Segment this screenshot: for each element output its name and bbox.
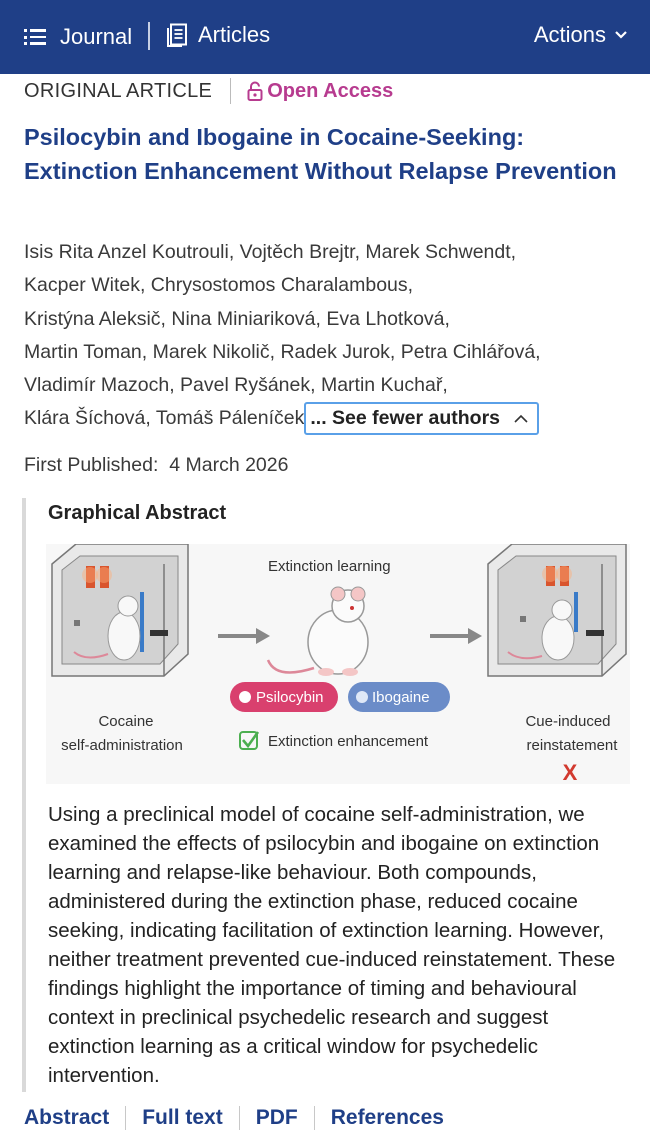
author-line: Isis Rita Anzel Koutrouli, Vojtěch Brejtr, Marek Schwendt, bbox=[24, 241, 517, 263]
ga-ibogaine-label: Ibogaine bbox=[372, 689, 430, 706]
articles-label: Articles bbox=[198, 22, 271, 47]
rat-illustration bbox=[268, 587, 368, 676]
chevron-up-icon bbox=[513, 414, 529, 424]
article-section-tabs bbox=[24, 1106, 444, 1130]
see-fewer-authors-button[interactable] bbox=[304, 402, 539, 435]
journal-menu-button[interactable] bbox=[24, 24, 132, 50]
ga-center-title: Extinction learning bbox=[268, 558, 391, 575]
leaf-icon bbox=[356, 691, 368, 703]
author-list bbox=[24, 236, 634, 436]
mushroom-icon bbox=[239, 691, 251, 703]
open-access-badge bbox=[247, 80, 393, 103]
graphical-abstract-svg bbox=[46, 544, 630, 784]
abstract-text: Using a preclinical model of cocaine self-administration, we examined the effects of psilocybin and ibogaine on extinction learning and relapse-like behaviour. Both compounds, administered during the extinction phase, reduced cocaine seeking, indicating facilitation of extinction learning. However, neither treatment prevented cue-induced reinstatement. These findings highlight the importance of timing and behavioural context in preclinical psychedelic research and suggest extinction learning as a critical window for psychedelic intervention. bbox=[48, 803, 616, 1087]
author-line: Martin Toman, Marek Nikolič, Radek Jurok, Petra Cihlářová, bbox=[24, 340, 541, 363]
nav-divider bbox=[148, 22, 150, 50]
author-line: Vladimír Mazoch, Pavel Ryšánek, Martin Kuchař, bbox=[24, 374, 448, 397]
ga-left-caption-1: Cocaine bbox=[98, 713, 154, 730]
ga-right-caption-2: reinstatement bbox=[526, 737, 618, 754]
check-mark bbox=[243, 732, 258, 746]
graphical-abstract-figure bbox=[46, 544, 630, 784]
articles-menu-button[interactable] bbox=[166, 22, 270, 48]
see-fewer-authors-label: ... See fewer authors bbox=[310, 407, 501, 430]
arrow-head bbox=[256, 628, 270, 644]
open-access-label: Open Access bbox=[267, 79, 394, 102]
ga-enhancement-label: Extinction enhancement bbox=[268, 733, 429, 750]
articles-icon bbox=[166, 23, 188, 47]
arrow-head bbox=[468, 628, 482, 644]
menu-icon bbox=[24, 29, 46, 45]
chevron-down-icon bbox=[614, 30, 628, 40]
author-line: Kacper Witek, Chrysostomos Charalambous, bbox=[24, 274, 414, 297]
left-chamber-illustration bbox=[52, 544, 188, 676]
published-label: First Published: bbox=[24, 454, 159, 476]
tab-divider bbox=[239, 1106, 240, 1130]
author-line: Klára Šíchová, Tomáš Páleníček bbox=[24, 407, 305, 430]
published-date: 4 March 2026 bbox=[169, 454, 289, 476]
graphical-abstract-heading: Graphical Abstract bbox=[48, 502, 227, 524]
ga-right-caption-1: Cue-induced bbox=[525, 713, 611, 730]
article-type-label: ORIGINAL ARTICLE bbox=[24, 79, 213, 102]
tab-pdf[interactable]: PDF bbox=[255, 1106, 298, 1129]
article-meta-row bbox=[24, 76, 393, 106]
ga-psilocybin-label: Psilocybin bbox=[256, 689, 324, 706]
author-line-last bbox=[24, 402, 634, 435]
tab-references[interactable]: References bbox=[330, 1106, 444, 1129]
article-title: Psilocybin and Ibogaine in Cocaine-Seeking: Extinction Enhancement Without Relapse Prevention bbox=[24, 124, 617, 184]
unlock-icon bbox=[247, 81, 263, 101]
tab-full-text[interactable]: Full text bbox=[142, 1106, 223, 1129]
actions-label: Actions bbox=[533, 22, 606, 47]
ga-left-caption-2: self-administration bbox=[61, 737, 183, 754]
meta-divider bbox=[230, 78, 231, 104]
author-line: Kristýna Aleksič, Nina Miniariková, Eva Lhotková, bbox=[24, 307, 450, 330]
tab-abstract[interactable]: Abstract bbox=[24, 1106, 110, 1129]
tab-divider bbox=[314, 1106, 315, 1130]
right-chamber-illustration bbox=[488, 544, 626, 676]
abstract-panel bbox=[22, 498, 632, 1092]
top-nav-bar bbox=[0, 0, 650, 74]
ga-x-mark: X bbox=[562, 760, 578, 784]
first-published bbox=[24, 454, 288, 477]
tab-divider bbox=[125, 1106, 126, 1130]
actions-menu-button[interactable] bbox=[534, 22, 628, 48]
journal-label: Journal bbox=[60, 24, 133, 49]
